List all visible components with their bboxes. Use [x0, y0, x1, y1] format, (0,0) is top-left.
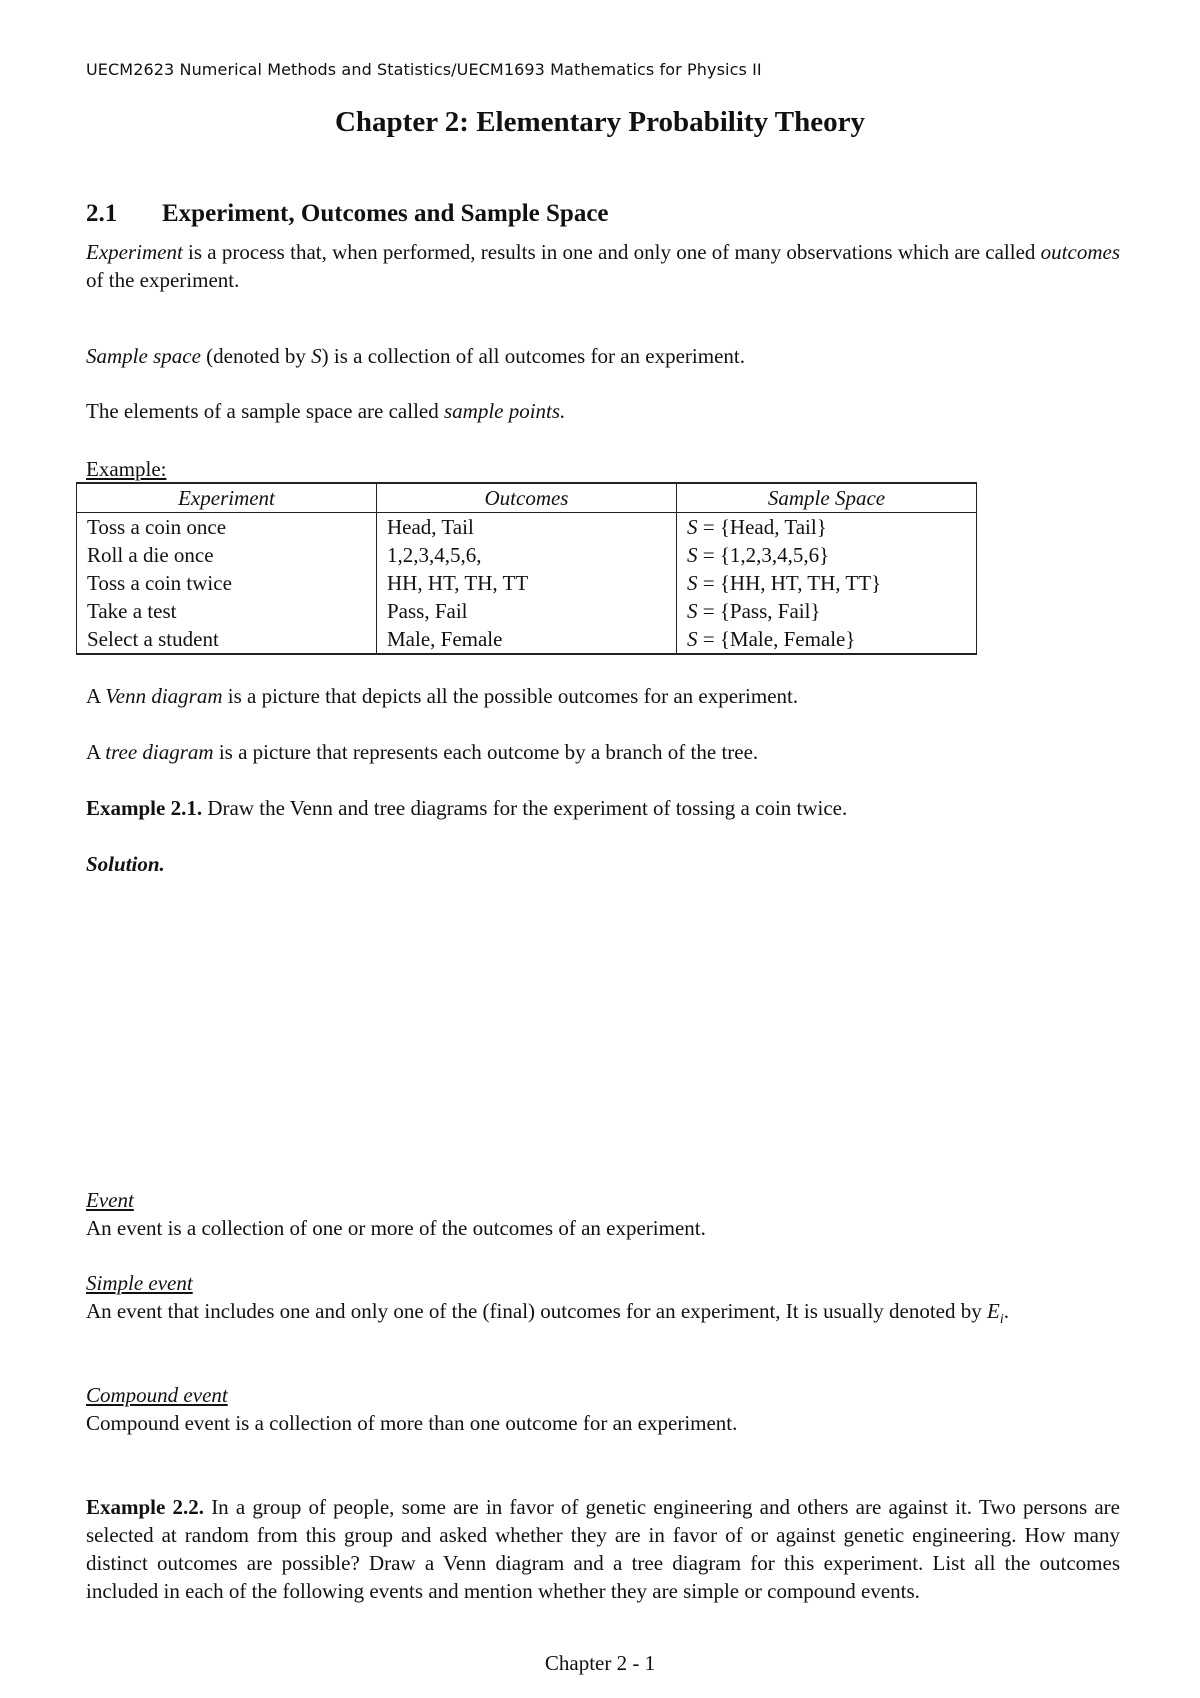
event-heading: Event	[86, 1188, 134, 1212]
space-value: = {Head, Tail}	[702, 514, 827, 539]
symbol-s: S	[311, 344, 322, 368]
experiment-text-end: of the experiment.	[86, 268, 240, 292]
tree-text-start: A	[86, 740, 106, 764]
example-2-1-text: Draw the Venn and tree diagrams for the experiment of tossing a coin twice.	[202, 796, 848, 820]
cell-outcomes: 1,2,3,4,5,6,	[377, 541, 677, 569]
example-2-1-label: Example 2.1.	[86, 796, 203, 820]
cell-outcomes: Pass, Fail	[377, 597, 677, 625]
space-value: = {HH, HT, TH, TT}	[702, 570, 882, 595]
sample-space-text: (denoted by	[200, 344, 312, 368]
table-row	[77, 541, 977, 569]
term-experiment: Experiment	[86, 240, 183, 264]
experiment-text: is a process that, when performed, results in one and only one of many observations which are called	[182, 240, 1041, 264]
symbol-s: S	[687, 626, 698, 651]
example-2-2	[86, 1493, 1120, 1605]
cell-sample-space	[677, 541, 977, 569]
chapter-title: Chapter 2: Elementary Probability Theory	[334, 106, 866, 138]
cell-sample-space	[677, 597, 977, 625]
venn-text: is a picture that depicts all the possible outcomes for an experiment.	[222, 684, 799, 708]
cell-experiment: Toss a coin once	[77, 513, 377, 542]
example-table	[76, 482, 977, 655]
cell-sample-space	[677, 569, 977, 597]
sample-points-text: The elements of a sample space are called	[86, 399, 444, 423]
simple-event-heading: Simple event	[86, 1271, 193, 1295]
term-tree-diagram: tree diagram	[105, 740, 214, 764]
cell-experiment: Roll a die once	[77, 541, 377, 569]
compound-event-text: Compound event is a collection of more than one outcome for an experiment.	[86, 1411, 738, 1435]
table-row	[77, 513, 977, 542]
symbol-s: S	[687, 598, 698, 623]
example-2-2-text: In a group of people, some are in favor of genetic engineering and others are against it. Two persons are selected at random from this group and asked whether they are in favor of or against genetic engineering. How many distinct outcomes are possible? Draw a Venn diagram and a tree diagram for this experiment. List all the outcomes included in each of the following events and mention whether they are simple or compound events.	[86, 1495, 1120, 1603]
section-heading	[86, 200, 609, 228]
cell-experiment: Toss a coin twice	[77, 569, 377, 597]
table-row	[77, 597, 977, 625]
space-value: = {Male, Female}	[702, 626, 856, 651]
cell-experiment: Take a test	[77, 597, 377, 625]
table-header-row	[77, 483, 977, 513]
cell-experiment: Select a student	[77, 625, 377, 654]
sample-space-text-end: ) is a collection of all outcomes for an experiment.	[321, 344, 745, 368]
venn-definition	[86, 682, 1120, 710]
simple-event-end: .	[1003, 1299, 1009, 1323]
sample-space-definition	[86, 342, 1120, 370]
space-value: = {1,2,3,4,5,6}	[702, 542, 830, 567]
running-header: UECM2623 Numerical Methods and Statistics/UECM1693 Mathematics for Physics II	[86, 60, 762, 79]
section-title: Experiment, Outcomes and Sample Space	[162, 200, 609, 227]
subscript-i: i	[999, 1312, 1004, 1328]
table-header-outcomes: Outcomes	[377, 483, 677, 513]
solution-text: Solution.	[86, 852, 165, 876]
sample-points-definition	[86, 397, 1120, 425]
event-text: An event is a collection of one or more of the outcomes of an experiment.	[86, 1216, 706, 1240]
term-sample-points: sample points.	[443, 399, 566, 423]
cell-outcomes: Male, Female	[377, 625, 677, 654]
compound-event-heading: Compound event	[86, 1383, 228, 1407]
space-value: = {Pass, Fail}	[702, 598, 821, 623]
term-sample-space: Sample space	[86, 344, 201, 368]
symbol-s: S	[687, 514, 698, 539]
experiment-definition	[86, 238, 1120, 294]
cell-sample-space	[677, 513, 977, 542]
symbol-s: S	[687, 542, 698, 567]
venn-text-start: A	[86, 684, 106, 708]
term-venn-diagram: Venn diagram	[105, 684, 223, 708]
table-header-experiment: Experiment	[77, 483, 377, 513]
symbol-e: E	[987, 1299, 1000, 1323]
tree-definition	[86, 738, 1120, 766]
event-block	[86, 1186, 1120, 1242]
compound-event-block	[86, 1381, 1120, 1437]
table-header-sample-space: Sample Space	[677, 483, 977, 513]
section-number: 2.1	[86, 200, 118, 227]
page-footer: Chapter 2 - 1	[544, 1651, 656, 1675]
cell-sample-space	[677, 625, 977, 654]
example-2-1	[86, 794, 1120, 822]
table-row	[77, 625, 977, 654]
example-2-2-label: Example 2.2.	[86, 1495, 205, 1519]
simple-event-text: An event that includes one and only one of the (final) outcomes for an experiment, It is usually denoted by	[86, 1299, 988, 1323]
cell-outcomes: HH, HT, TH, TT	[377, 569, 677, 597]
tree-text: is a picture that represents each outcome by a branch of the tree.	[213, 740, 759, 764]
symbol-s: S	[687, 570, 698, 595]
solution-label	[86, 850, 1120, 878]
cell-outcomes: Head, Tail	[377, 513, 677, 542]
simple-event-block	[86, 1269, 1120, 1334]
example-label: Example:	[86, 457, 167, 481]
table-row	[77, 569, 977, 597]
term-outcomes: outcomes	[1040, 240, 1120, 264]
